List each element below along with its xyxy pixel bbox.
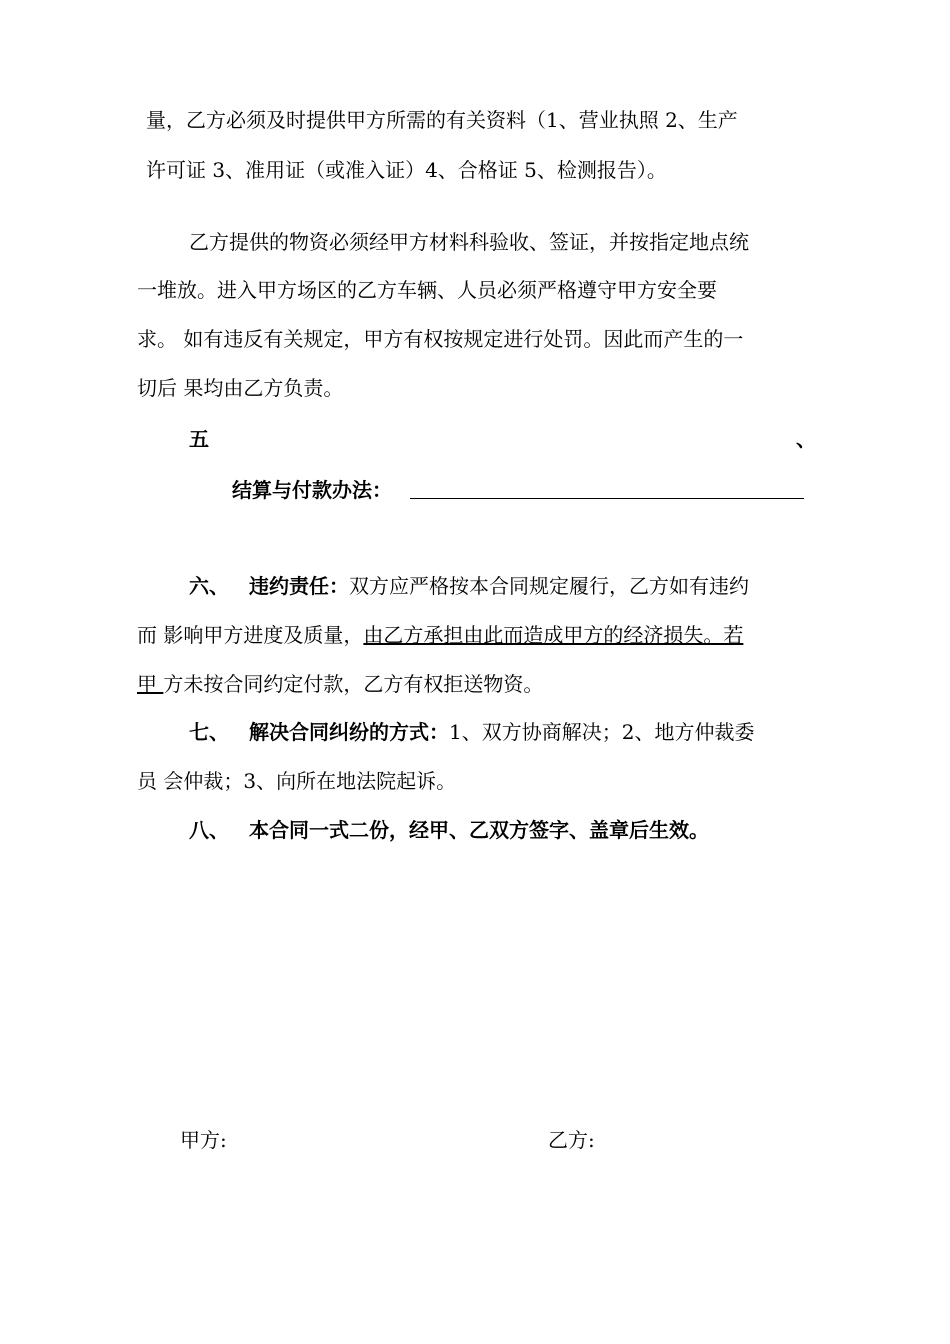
clause-6-underlined-3: 甲 (137, 672, 164, 696)
clause-4-line-1: 量，乙方必须及时提供甲方所需的有关资料（1、营业执照 2、生产 (146, 108, 738, 132)
party-b-signature-label: 乙方: (548, 1128, 595, 1152)
clause-4-line-2: 许可证 3、准用证（或准入证）4、合格证 5、检测报告）。 (146, 158, 667, 182)
clause-7-line-1 (189, 720, 754, 744)
clause-6-underlined-2: 由乙方承担由此而造成甲方的经济损失。若 (363, 623, 744, 647)
clause-6-number: 六、 (189, 574, 229, 598)
clause-7-number: 七、 (189, 720, 229, 744)
clause-7-line-2: 员 会仲裁；3、向所在地法院起诉。 (137, 769, 457, 793)
clause-8-text: 本合同一式二份，经甲、乙双方签字、盖章后生效。 (249, 818, 709, 842)
clause-6-line-2 (137, 623, 743, 647)
clause-7-text-1: 1、双方协商解决；2、地方仲裁委 (449, 720, 755, 744)
clause-8-number: 八、 (189, 818, 229, 842)
clause-8-line (189, 818, 709, 842)
clause-6-heading: 违约责任： (249, 574, 349, 598)
acceptance-line-4: 切后 果均由乙方负责。 (137, 376, 344, 400)
acceptance-line-2: 一堆放。进入甲方场区的乙方车辆、人员必须严格遵守甲方安全要 (137, 278, 717, 302)
clause-5-separator: 、 (796, 427, 816, 451)
clause-6-line-3 (137, 672, 543, 696)
acceptance-line-1: 乙方提供的物资必须经甲方材料科验收、签证，并按指定地点统 (189, 230, 749, 254)
clause-6-text-3: 方未按合同约定付款，乙方有权拒送物资。 (163, 672, 544, 696)
clause-5-number: 五 (189, 427, 209, 451)
clause-5-heading: 结算与付款办法： (232, 478, 392, 502)
clause-6-text-2: 而 影响甲方进度及质量， (137, 623, 364, 647)
clause-6-text-1: 双方应严格按本合同规定履行，乙方如有违约 (349, 574, 749, 598)
clause-7-heading: 解决合同纠纷的方式： (249, 720, 449, 744)
acceptance-line-3: 求。 如有违反有关规定，甲方有权按规定进行处罚。因此而产生的一 (137, 327, 744, 351)
payment-method-blank[interactable] (410, 498, 804, 499)
clause-6-line-1 (189, 574, 749, 598)
party-a-signature-label: 甲方: (180, 1128, 227, 1152)
